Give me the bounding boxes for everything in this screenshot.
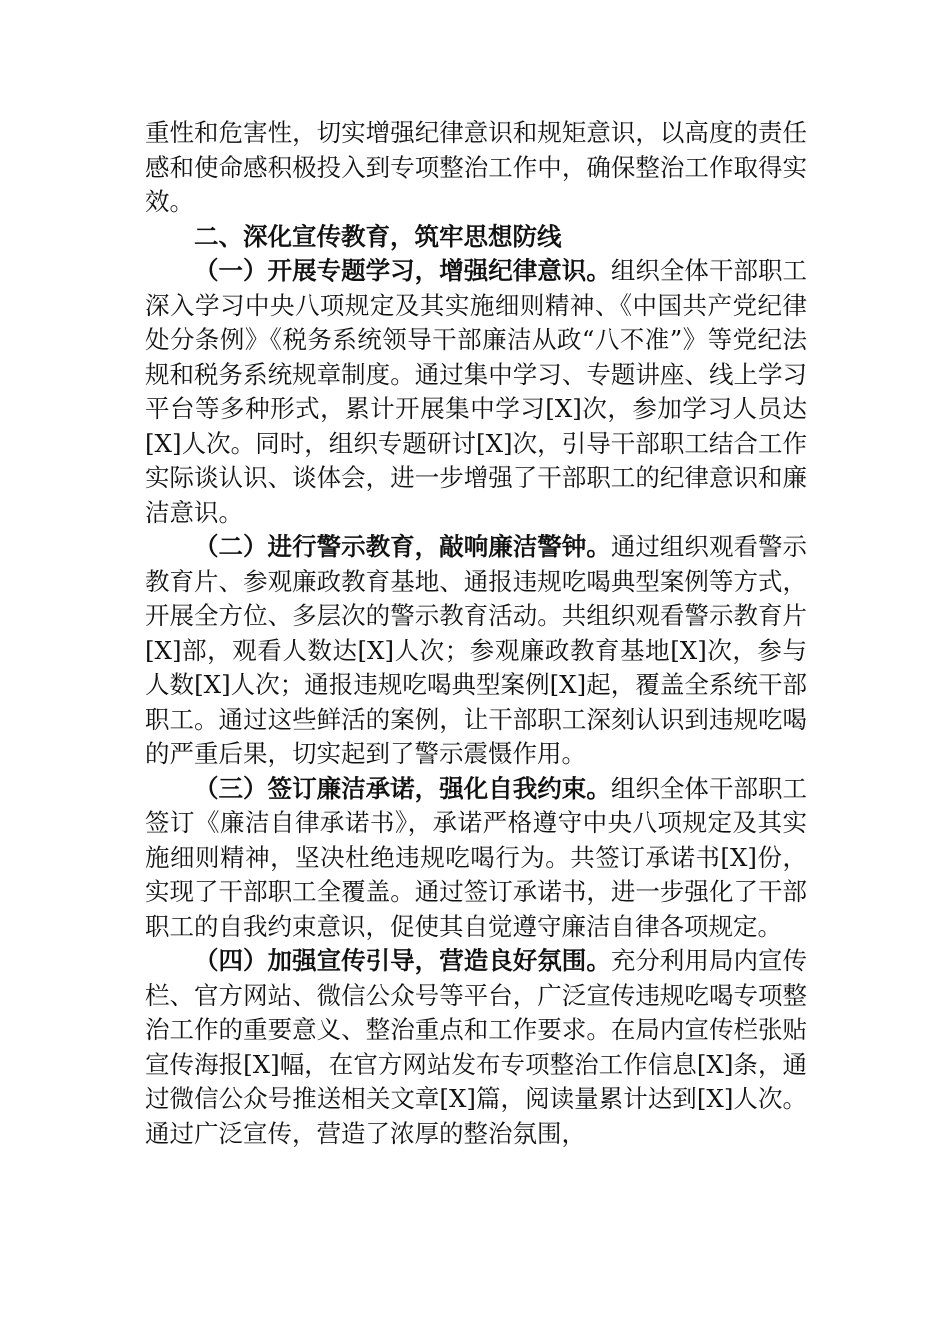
paragraph-4	[145, 944, 807, 1151]
paragraph-2-lead: （二）进行警示教育，敲响廉洁警钟。	[194, 532, 611, 561]
paragraph-1-lead: （一）开展专题学习，增强纪律意识。	[194, 256, 611, 285]
paragraph-2	[145, 530, 807, 772]
section-heading: 二、深化宣传教育，筑牢思想防线	[194, 221, 562, 251]
paragraph-3-body: 组织全体干部职工签订《廉洁自律承诺书》，承诺严格遵守中央八项规定及其实施细则精神，坚决杜绝违规吃喝行为。共签订承诺书[X]份，实现了干部职工全覆盖。通过签订承诺书，进一步强化了干部职工的自我约束意识，促使其自觉遵守廉洁自律各项规定。	[145, 773, 808, 941]
paragraph-1-body: 组织全体干部职工深入学习中央八项规定及其实施细则精神、《中国共产党纪律处分条例》《税务系统领导干部廉洁从政“八不准”》等党纪法规和税务系统规章制度。通过集中学习、专题讲座、线上学习平台等多种形式，累计开展集中学习[X]次，参加学习人员达[X]人次。同时，组织专题研讨[X]次，引导干部职工结合工作实际谈认识、谈体会，进一步增强了干部职工的纪律意识和廉洁意识。	[145, 256, 808, 527]
paragraph-3-lead: （三）签订廉洁承诺，强化自我约束。	[194, 773, 611, 803]
paragraph-4-body: 充分利用局内宣传栏、官方网站、微信公众号等平台，广泛宣传违规吃喝专项整治工作的重要意义、整治重点和工作要求。在局内宣传栏张贴宣传海报[X]幅，在官方网站发布专项整治工作信息[X]条，通过微信公众号推送相关文章[X]篇，阅读量累计达到[X]人次。通过广泛宣传，营造了浓厚的整治氛围，	[145, 946, 808, 1148]
continuation-paragraph: 重性和危害性，切实增强纪律意识和规矩意识，以高度的责任感和使命感积极投入到专项整治工作中，确保整治工作取得实效。	[145, 118, 807, 216]
paragraph-4-lead: （四）加强宣传引导，营造良好氛围。	[194, 946, 611, 975]
paragraph-2-body: 通过组织观看警示教育片、参观廉政教育基地、通报违规吃喝典型案例等方式，开展全方位、多层次的警示教育活动。共组织观看警示教育片[X]部，观看人数达[X]人次；参观廉政教育基地[X]次，参与人数[X]人次；通报违规吃喝典型案例[X]起，覆盖全系统干部职工。通过这些鲜活的案例，让干部职工深刻认识到违规吃喝的严重后果，切实起到了警示震慑作用。	[145, 532, 808, 768]
document-page	[145, 116, 807, 1151]
paragraph-1	[145, 254, 807, 530]
paragraph-3	[145, 772, 807, 945]
